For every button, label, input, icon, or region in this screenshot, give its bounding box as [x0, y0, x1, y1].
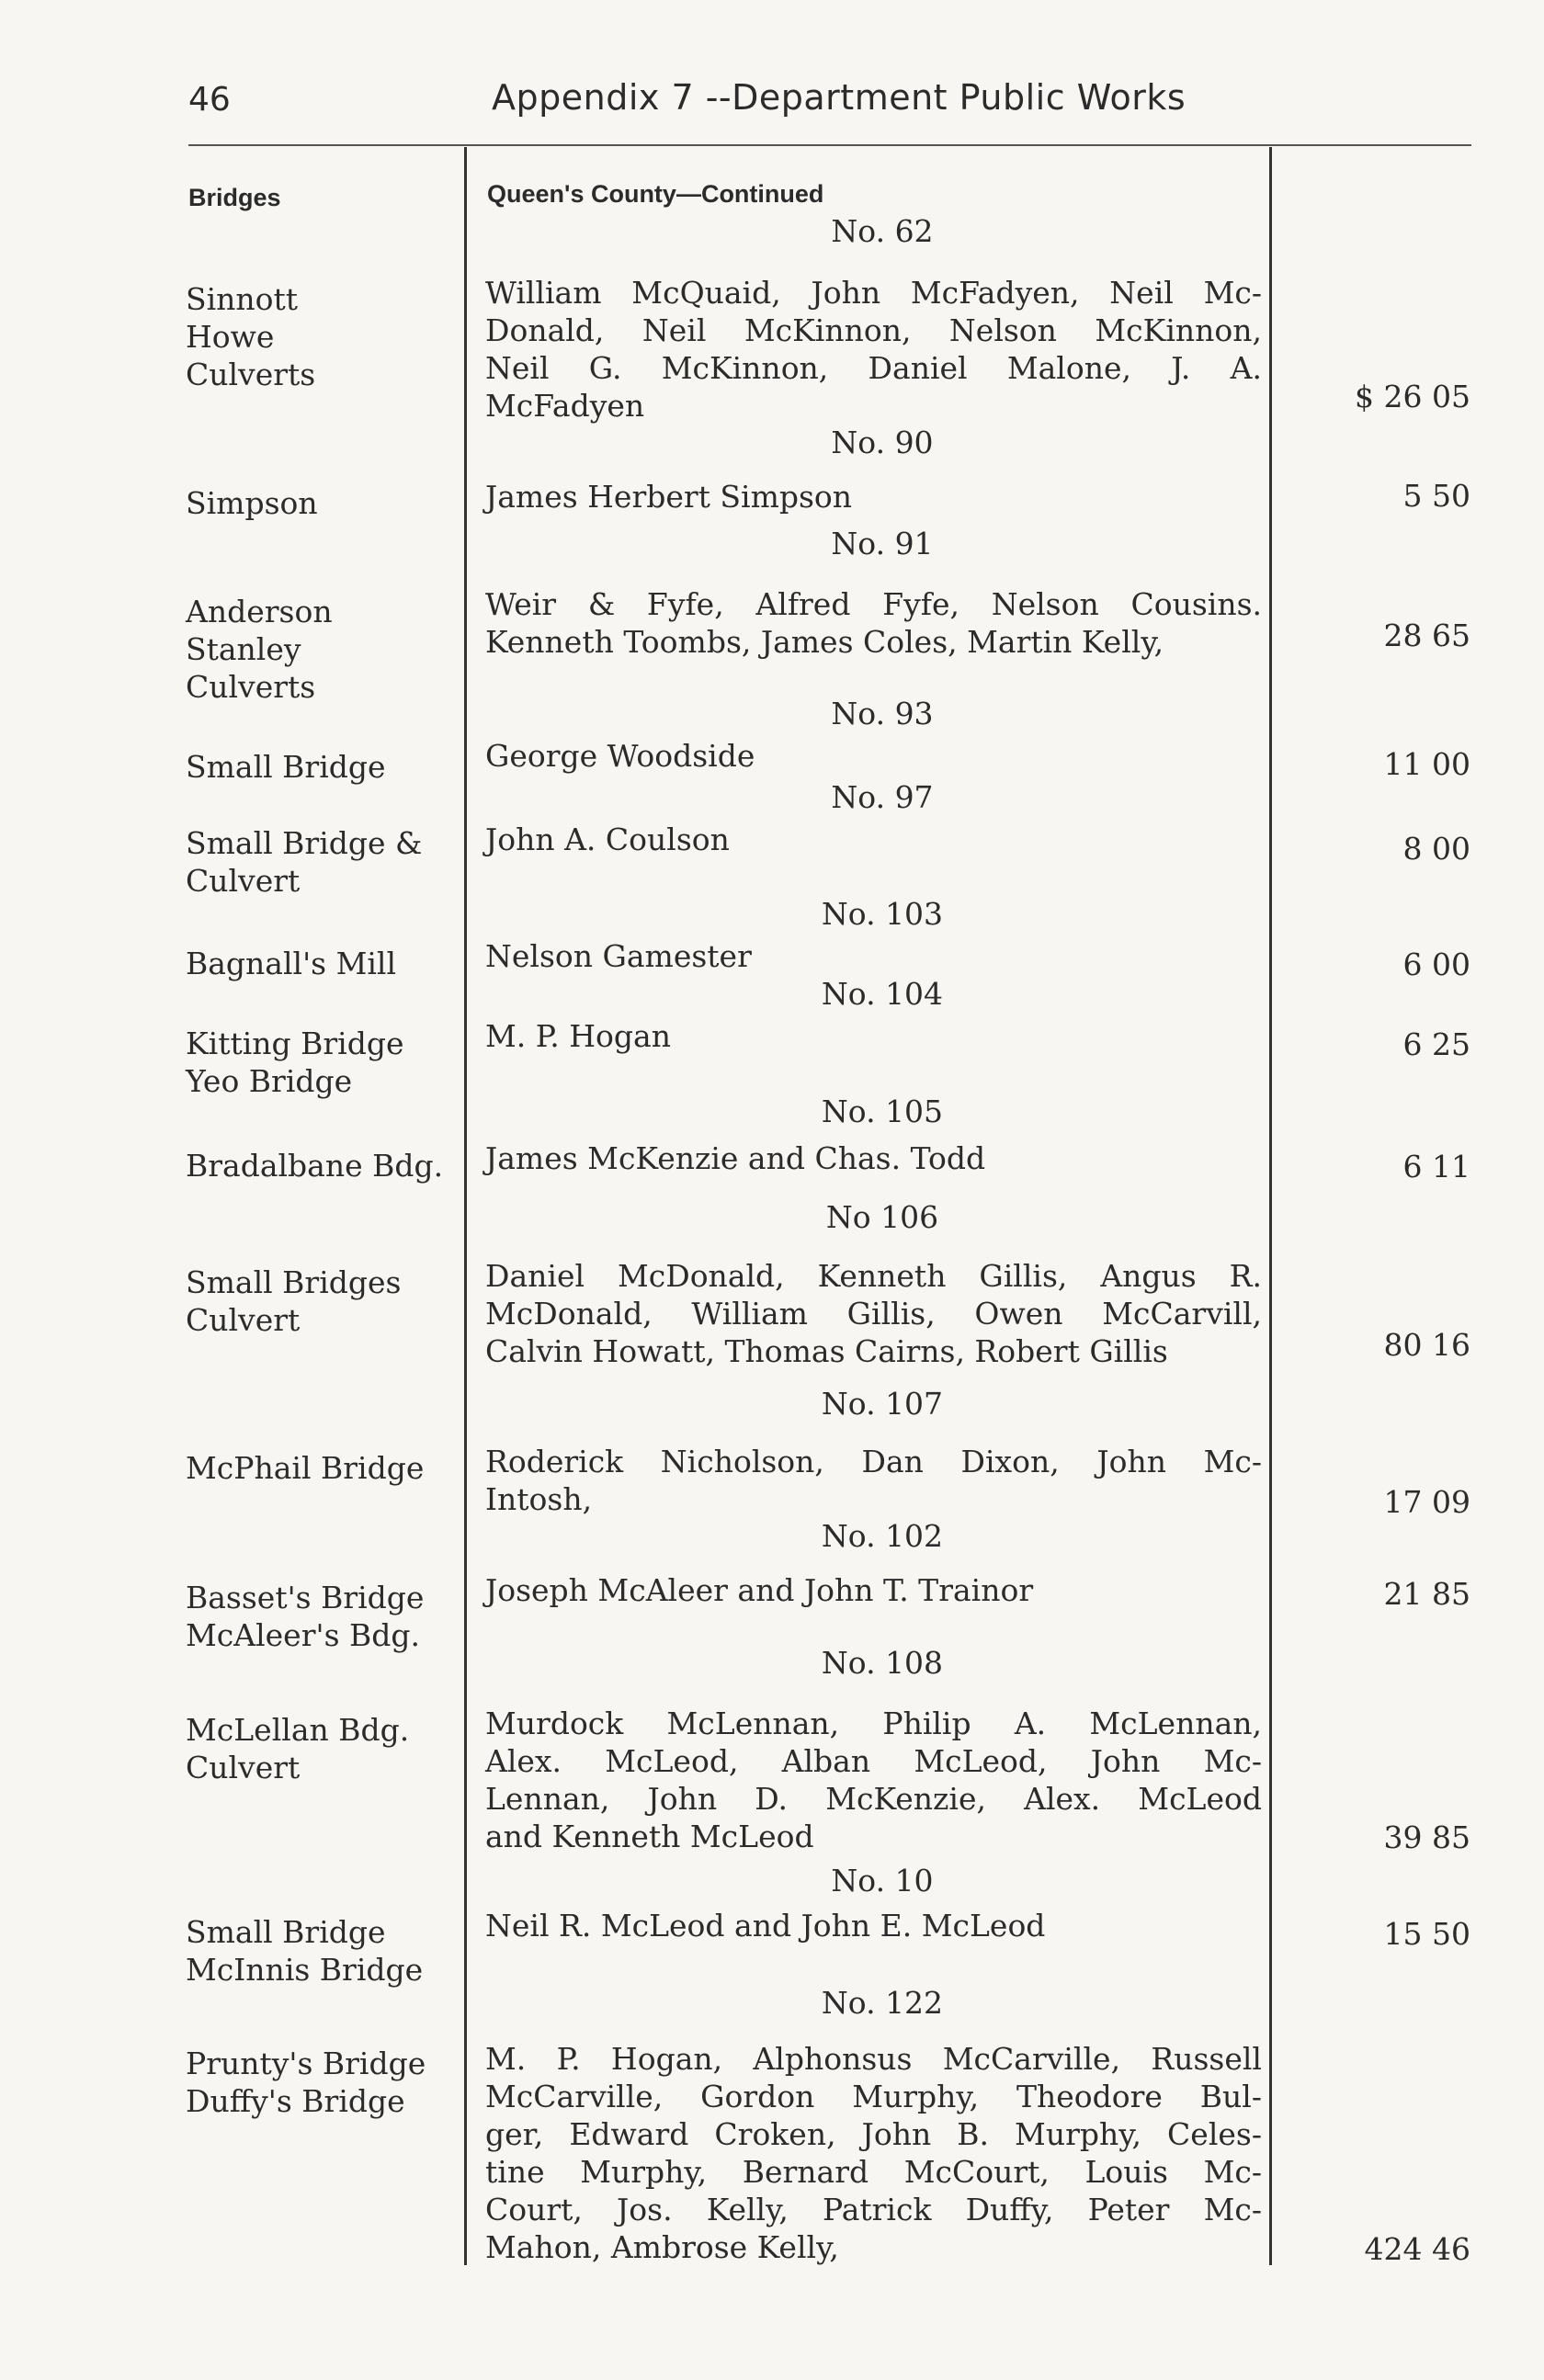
contractor-names	[485, 274, 1262, 425]
contractor-line: Nelson Gamester	[485, 938, 752, 974]
bridge-line: McInnis Bridge	[186, 1952, 424, 1988]
contract-number: No. 91	[831, 526, 934, 561]
bridge-names	[186, 1579, 424, 1654]
bridge-line: McPhail Bridge	[186, 1450, 425, 1486]
contractor-line: Weir & Fyfe, Alfred Fyfe, Nelson Cousins.	[485, 586, 1262, 622]
amount: 39 85	[1383, 1819, 1470, 1855]
contractor-line: James Herbert Simpson	[485, 479, 853, 515]
contractor-line: Murdock McLennan, Philip A. McLennan,	[485, 1706, 1262, 1741]
contractor-line: ger, Edward Croken, John B. Murphy, Celes-	[485, 2116, 1262, 2152]
amount: 15 50	[1383, 1916, 1470, 1952]
bridge-line: Prunty's Bridge	[186, 2046, 426, 2081]
amount: 11 00	[1383, 746, 1470, 782]
contract-number: No. 90	[831, 425, 934, 460]
contractor-line: M. P. Hogan, Alphonsus McCarville, Russell	[485, 2041, 1262, 2077]
bridge-line: Small Bridges	[186, 1264, 402, 1300]
bridge-names	[186, 824, 422, 900]
page-number: 46	[188, 81, 231, 119]
contractor-line: Neil R. McLeod and John E. McLeod	[485, 1908, 1046, 1944]
bridge-names	[186, 280, 315, 393]
amount: 6 00	[1402, 946, 1470, 982]
contractor-line: Mahon, Ambrose Kelly,	[485, 2229, 839, 2265]
bridge-line: McAleer's Bdg.	[186, 1617, 420, 1653]
contractor-names	[485, 1907, 1262, 1944]
contractor-line: M. P. Hogan	[485, 1018, 671, 1054]
amount: 6 11	[1402, 1149, 1470, 1184]
amount: 424 46	[1364, 2231, 1470, 2267]
contractor-names	[485, 821, 1262, 858]
contract-number: No. 122	[821, 1985, 944, 2021]
bridge-names	[186, 1147, 443, 1184]
bridge-names	[186, 748, 386, 786]
contractor-line: George Woodside	[485, 738, 755, 774]
contractor-line: Intosh,	[485, 1481, 593, 1517]
county-column-heading: Queen's County—Continued	[487, 180, 824, 208]
bridge-line: Small Bridge	[186, 749, 386, 785]
contract-number: No. 93	[831, 696, 934, 731]
bridge-line: Yeo Bridge	[186, 1063, 353, 1099]
bridge-line: Stanley	[186, 631, 301, 667]
bridge-line: Bradalbane Bdg.	[186, 1148, 444, 1184]
bridges-column-heading: Bridges	[188, 184, 281, 211]
contractor-names	[485, 1257, 1262, 1370]
bridge-line: Culvert	[186, 863, 301, 899]
contractor-names	[485, 737, 1262, 775]
bridge-line: Bagnall's Mill	[186, 946, 397, 981]
contractor-names	[485, 1705, 1262, 1855]
contract-number: No. 105	[821, 1094, 944, 1129]
bridge-names	[186, 1025, 404, 1100]
contractor-names	[485, 1571, 1262, 1609]
bridge-line: Duffy's Bridge	[186, 2083, 405, 2119]
header-rule	[188, 144, 1471, 146]
amount: 6 25	[1402, 1026, 1470, 1062]
amount: 17 09	[1383, 1484, 1470, 1520]
contract-number: No. 10	[831, 1863, 934, 1898]
contractor-line: Donald, Neil McKinnon, Nelson McKinnon,	[485, 312, 1262, 348]
bridge-line: Culverts	[186, 357, 316, 392]
contractor-names	[485, 1017, 1262, 1055]
contractor-names	[485, 585, 1262, 661]
contractor-line: and Kenneth McLeod	[485, 1819, 814, 1854]
bridge-names	[186, 1711, 409, 1786]
contractor-line: McCarville, Gordon Murphy, Theodore Bul-	[485, 2079, 1262, 2114]
bridge-line: Sinnott	[186, 281, 299, 317]
contract-number: No 106	[825, 1199, 939, 1235]
contract-number: No. 103	[821, 896, 944, 932]
bridge-line: Anderson	[186, 594, 333, 629]
contractor-line: William McQuaid, John McFadyen, Neil Mc-	[485, 275, 1262, 311]
contractor-line: Joseph McAleer and John T. Trainor	[485, 1572, 1034, 1608]
contractor-line: McFadyen	[485, 388, 645, 424]
contractor-line: Lennan, John D. McKenzie, Alex. McLeod	[485, 1781, 1262, 1817]
contractor-line: Alex. McLeod, Alban McLeod, John Mc-	[485, 1743, 1262, 1779]
bridge-line: McLellan Bdg.	[186, 1712, 410, 1748]
contractor-names	[485, 2040, 1262, 2266]
contractor-line: Court, Jos. Kelly, Patrick Duffy, Peter Mc-	[485, 2192, 1262, 2227]
bridge-names	[186, 2045, 426, 2120]
bridge-names	[186, 945, 396, 982]
contractor-line: Daniel McDonald, Kenneth Gillis, Angus R.	[485, 1258, 1262, 1294]
contractor-line: McDonald, William Gillis, Owen McCarvill,	[485, 1296, 1262, 1332]
bridge-names	[186, 1449, 424, 1487]
bridge-names	[186, 1913, 423, 1989]
contract-number: No. 104	[821, 976, 944, 1012]
column-divider-left	[464, 147, 467, 2265]
contractor-line: John A. Coulson	[485, 822, 730, 857]
contractor-names	[485, 1443, 1262, 1518]
amount: 5 50	[1402, 478, 1470, 514]
running-head: Appendix 7 --Department Public Works	[492, 77, 1186, 118]
bridge-line: Culverts	[186, 669, 316, 705]
contract-number: No. 107	[821, 1386, 944, 1422]
bridge-line: Kitting Bridge	[186, 1026, 404, 1061]
contractor-line: James McKenzie and Chas. Todd	[485, 1140, 986, 1176]
contract-number: No. 102	[821, 1518, 944, 1554]
bridge-names	[186, 593, 333, 706]
bridge-line: Culvert	[186, 1302, 301, 1338]
bridge-line: Small Bridge &	[186, 825, 423, 861]
contractor-line: Neil G. McKinnon, Daniel Malone, J. A.	[485, 350, 1262, 386]
contractor-line: Roderick Nicholson, Dan Dixon, John Mc-	[485, 1444, 1262, 1479]
bridge-line: Culvert	[186, 1750, 301, 1785]
bridge-line: Basset's Bridge	[186, 1580, 425, 1615]
bridge-line: Simpson	[186, 485, 318, 521]
contractor-line: Calvin Howatt, Thomas Cairns, Robert Gillis	[485, 1333, 1168, 1369]
amount: 80 16	[1383, 1327, 1470, 1363]
contractor-names	[485, 937, 1262, 975]
contractor-line: Kenneth Toombs, James Coles, Martin Kelly,	[485, 624, 1164, 660]
amount: 28 65	[1383, 618, 1470, 653]
bridge-names	[186, 484, 318, 522]
bridge-names	[186, 1264, 401, 1339]
contractor-line: tine Murphy, Bernard McCourt, Louis Mc-	[485, 2154, 1262, 2190]
contractor-names	[485, 478, 1262, 516]
amount: $ 26 05	[1355, 379, 1470, 414]
bridge-line: Howe	[186, 319, 275, 355]
contractor-names	[485, 1139, 1262, 1177]
amount: 21 85	[1383, 1576, 1470, 1612]
contract-number: No. 97	[831, 779, 934, 815]
contract-number: No. 62	[831, 213, 934, 249]
amount: 8 00	[1402, 831, 1470, 867]
contract-number: No. 108	[821, 1645, 944, 1681]
bridge-line: Small Bridge	[186, 1914, 386, 1950]
